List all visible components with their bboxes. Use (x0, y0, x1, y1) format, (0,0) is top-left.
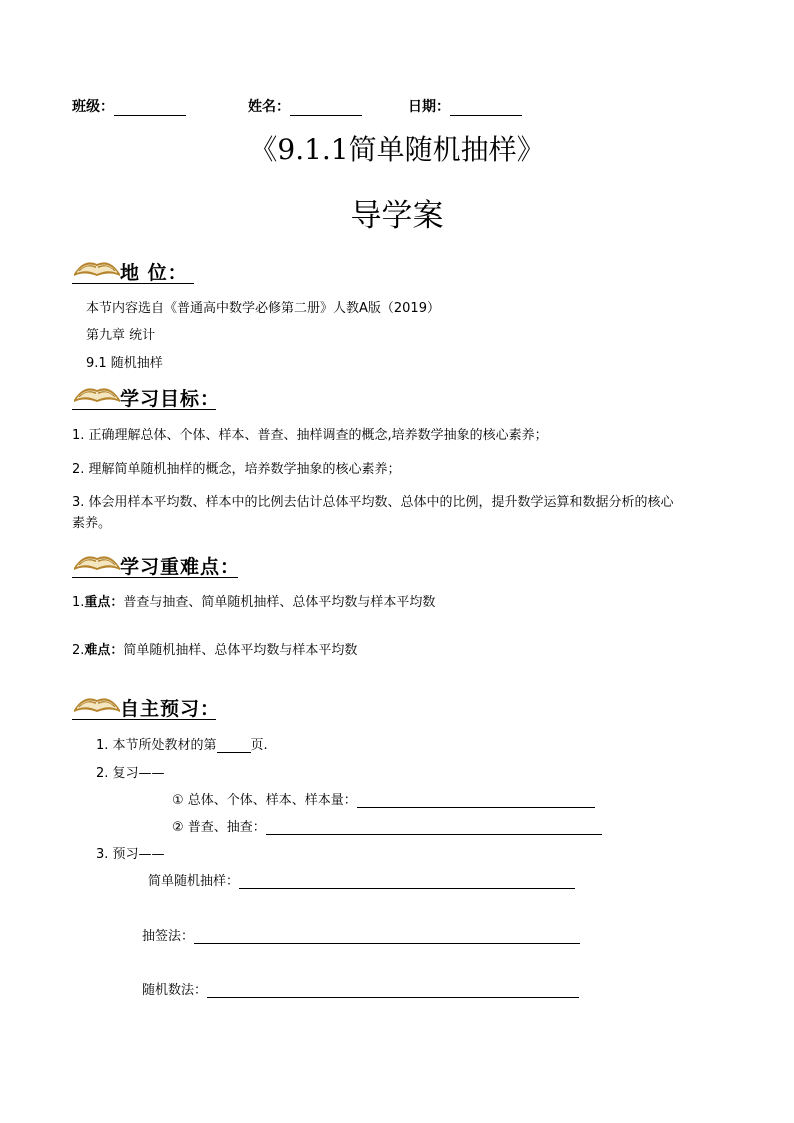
page-number-blank[interactable] (217, 752, 251, 753)
name-field (248, 96, 362, 116)
section-heading-goals: 学习目标： (120, 388, 221, 410)
keypoint-item-2 (72, 639, 357, 658)
preview-q2: 2. 复习—— (96, 766, 165, 781)
keypoint-2-prefix: 2. (72, 643, 85, 658)
keypoint-1-prefix: 1. (72, 595, 85, 610)
page-subtitle: 导学案 (350, 198, 444, 234)
open-book-icon (72, 254, 122, 278)
section-underline (72, 283, 194, 284)
preview-q3-b (142, 925, 580, 944)
preview-q2-b-label: ② 普查、抽查： (172, 820, 266, 835)
keypoint-item-1 (72, 591, 435, 610)
class-field (72, 96, 186, 116)
answer-blank[interactable] (194, 943, 580, 944)
goal-item-1: 1. 正确理解总体、个体、样本、普查、抽样调查的概念,培养数学抽象的核心素养； (72, 428, 548, 443)
position-line-1: 本节内容选自《普通高中数学必修第二册》人教A版（2019） (86, 301, 440, 316)
keypoint-2-text: 简单随机抽样、总体平均数与样本平均数 (123, 643, 358, 658)
answer-blank[interactable] (239, 888, 575, 889)
keypoint-2-label: 难点： (84, 643, 124, 658)
preview-q2-a-label: ① 总体、个体、样本、样本量： (172, 793, 357, 808)
keypoint-1-label: 重点： (84, 595, 124, 610)
name-label: 姓名： (248, 99, 290, 115)
open-book-icon (72, 690, 122, 714)
section-heading-position: 地 位： (120, 262, 188, 284)
date-field (408, 96, 522, 116)
preview-q1-after: 页. (250, 738, 268, 753)
preview-q3-c (142, 979, 579, 998)
preview-q3-b-label: 抽签法： (142, 929, 195, 944)
preview-q2-b (172, 816, 602, 835)
goal-item-3-cont: 素养。 (72, 516, 112, 531)
answer-blank[interactable] (266, 834, 602, 835)
class-label: 班级： (72, 99, 114, 115)
preview-q2-a (172, 789, 595, 808)
section-underline (72, 409, 216, 410)
position-line-3: 9.1 随机抽样 (86, 356, 163, 371)
preview-q3: 3. 预习—— (96, 847, 165, 862)
open-book-icon (72, 380, 122, 404)
page-title: 《9.1.1简单随机抽样》 (249, 133, 545, 166)
goal-item-2: 2. 理解简单随机抽样的概念，培养数学抽象的核心素养； (72, 462, 401, 477)
section-heading-keypoints: 学习重难点： (120, 556, 241, 578)
answer-blank[interactable] (357, 807, 595, 808)
goal-item-3: 3. 体会用样本平均数、样本中的比例去估计总体平均数、总体中的比例，提升数学运算和数据分析的核心 (72, 495, 674, 510)
answer-blank[interactable] (207, 997, 579, 998)
section-underline (72, 577, 238, 578)
class-blank[interactable] (114, 115, 186, 116)
preview-q1-before: 1. 本节所处教材的第 (96, 738, 217, 753)
date-blank[interactable] (450, 115, 522, 116)
open-book-icon (72, 548, 122, 572)
keypoint-1-text: 普查与抽查、简单随机抽样、总体平均数与样本平均数 (123, 595, 436, 610)
preview-q1 (96, 734, 268, 753)
date-label: 日期： (408, 99, 450, 115)
position-line-2: 第九章 统计 (86, 328, 156, 343)
preview-q3-c-label: 随机数法： (142, 983, 208, 998)
section-heading-preview: 自主预习： (120, 698, 221, 720)
name-blank[interactable] (290, 115, 362, 116)
preview-q3-a (148, 870, 575, 889)
section-underline (72, 719, 216, 720)
preview-q3-a-label: 简单随机抽样： (148, 874, 240, 889)
